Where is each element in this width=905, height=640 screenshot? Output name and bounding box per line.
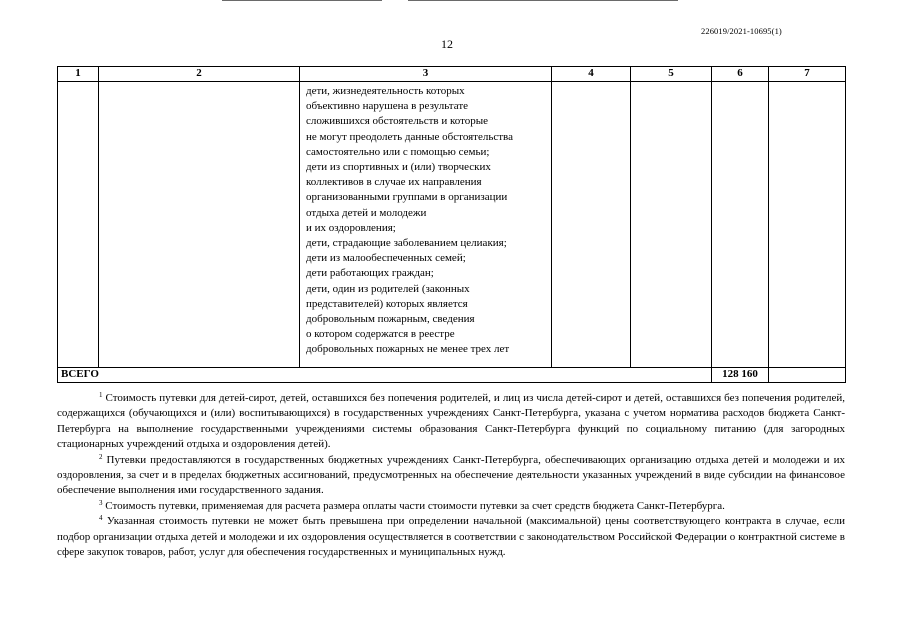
footnote bbox=[57, 514, 845, 560]
page-number: 12 bbox=[441, 37, 453, 51]
table-cell bbox=[631, 82, 712, 368]
footnote-mark: 3 bbox=[99, 498, 103, 507]
document-number: 226019/2021-10695(1) bbox=[701, 26, 782, 36]
footnotes bbox=[57, 391, 845, 560]
column-header: 3 bbox=[300, 67, 552, 82]
table-cell bbox=[769, 368, 846, 383]
category-line: дети из спортивных и (или) творческих bbox=[306, 161, 491, 174]
column-header: 1 bbox=[58, 67, 99, 82]
table-cell bbox=[712, 82, 769, 368]
footnote bbox=[57, 453, 845, 499]
total-label: ВСЕГО bbox=[58, 368, 712, 383]
table-cell bbox=[99, 82, 300, 368]
category-line: дети, один из родителей (законных bbox=[306, 282, 470, 295]
category-list-cell bbox=[300, 82, 552, 368]
top-edge-line bbox=[408, 0, 678, 1]
category-line: дети из малообеспеченных семей; bbox=[306, 252, 466, 265]
category-line: о котором содержатся в реестре bbox=[306, 328, 455, 341]
category-line: и их оздоровления; bbox=[306, 221, 396, 234]
footnote bbox=[57, 391, 845, 453]
column-header: 6 bbox=[712, 67, 769, 82]
footnote-text: Путевки предоставляются в государственных бюджетных учреждениях Санкт-Петербурга, обеспечивающих организацию отдыха детей и молодежи и их оздоровления, за счет и в пределах бюджетных ассигнований, предусмотренных на обеспечение деятельности указанных учреждений в виде субсидии на финансовое обеспечение выполнения ими государственного задания. bbox=[57, 453, 846, 497]
table-header-row bbox=[58, 67, 846, 82]
table-cell bbox=[552, 82, 631, 368]
column-header: 2 bbox=[99, 67, 300, 82]
category-line: представителей) которых является bbox=[306, 297, 468, 310]
category-line: самостоятельно или с помощью семьи; bbox=[306, 145, 490, 158]
column-header: 7 bbox=[769, 67, 846, 82]
category-line: дети, жизнедеятельность которых bbox=[306, 85, 465, 97]
footnote-mark: 1 bbox=[99, 391, 103, 399]
footnote-text: Указанная стоимость путевки не может быть превышена при определении начальной (максимальной) цены соответствующего контракта в случае, если подбор организации отдыха детей и молодежи и их оздоровления осуществляется в соответствии с законодательством Российской Федерации о контрактной системе в сфере закупок товаров, работ, услуг для обеспечения государственных и муниципальных нужд. bbox=[57, 515, 845, 559]
category-line: добровольных пожарных не менее трех лет bbox=[306, 343, 510, 356]
footnote-text: Стоимость путевки для детей-сирот, детей, оставшихся без попечения родителей, и лиц из числа детей-сирот и детей, оставшихся без попечения родителей, содержащихся (обучающихся и (или) воспитывающихся) в государственных учреждениях Санкт-Петербурга, указана с учетом норматива расходов бюджета Санкт-Петербурга на выполнение государственными учреждениями системы образования Санкт-Петербурга функций по социальному питанию (для загородных стационарных учреждений отдыха и оздоровления детей). bbox=[57, 392, 846, 451]
category-line: дети работающих граждан; bbox=[306, 267, 434, 280]
category-line: отдыха детей и молодежи bbox=[306, 206, 427, 219]
category-line: добровольным пожарным, сведения bbox=[306, 313, 475, 326]
category-line: объективно нарушена в результате bbox=[306, 100, 469, 113]
footnote-mark: 4 bbox=[99, 514, 103, 523]
footnote bbox=[57, 499, 845, 514]
category-line: организованными группами в организации bbox=[306, 191, 508, 204]
total-value: 128 160 bbox=[712, 368, 769, 383]
total-row bbox=[58, 368, 846, 383]
services-table bbox=[57, 66, 846, 383]
category-line: коллективов в случае их направления bbox=[306, 176, 482, 189]
category-line: сложившихся обстоятельств и которые bbox=[306, 115, 489, 128]
category-line: не могут преодолеть данные обстоятельства bbox=[306, 130, 513, 143]
column-header: 5 bbox=[631, 67, 712, 82]
table-cell bbox=[769, 82, 846, 368]
table-row bbox=[58, 82, 846, 368]
table-cell bbox=[58, 82, 99, 368]
column-header: 4 bbox=[552, 67, 631, 82]
category-line: дети, страдающие заболеванием целиакия; bbox=[306, 237, 507, 250]
footnote-text: Стоимость путевки, применяемая для расчета размера оплаты части стоимости путевки за счет средств бюджета Санкт-Петербурга. bbox=[105, 499, 725, 512]
footnote-mark: 2 bbox=[99, 452, 103, 461]
top-edge-line bbox=[222, 0, 382, 1]
